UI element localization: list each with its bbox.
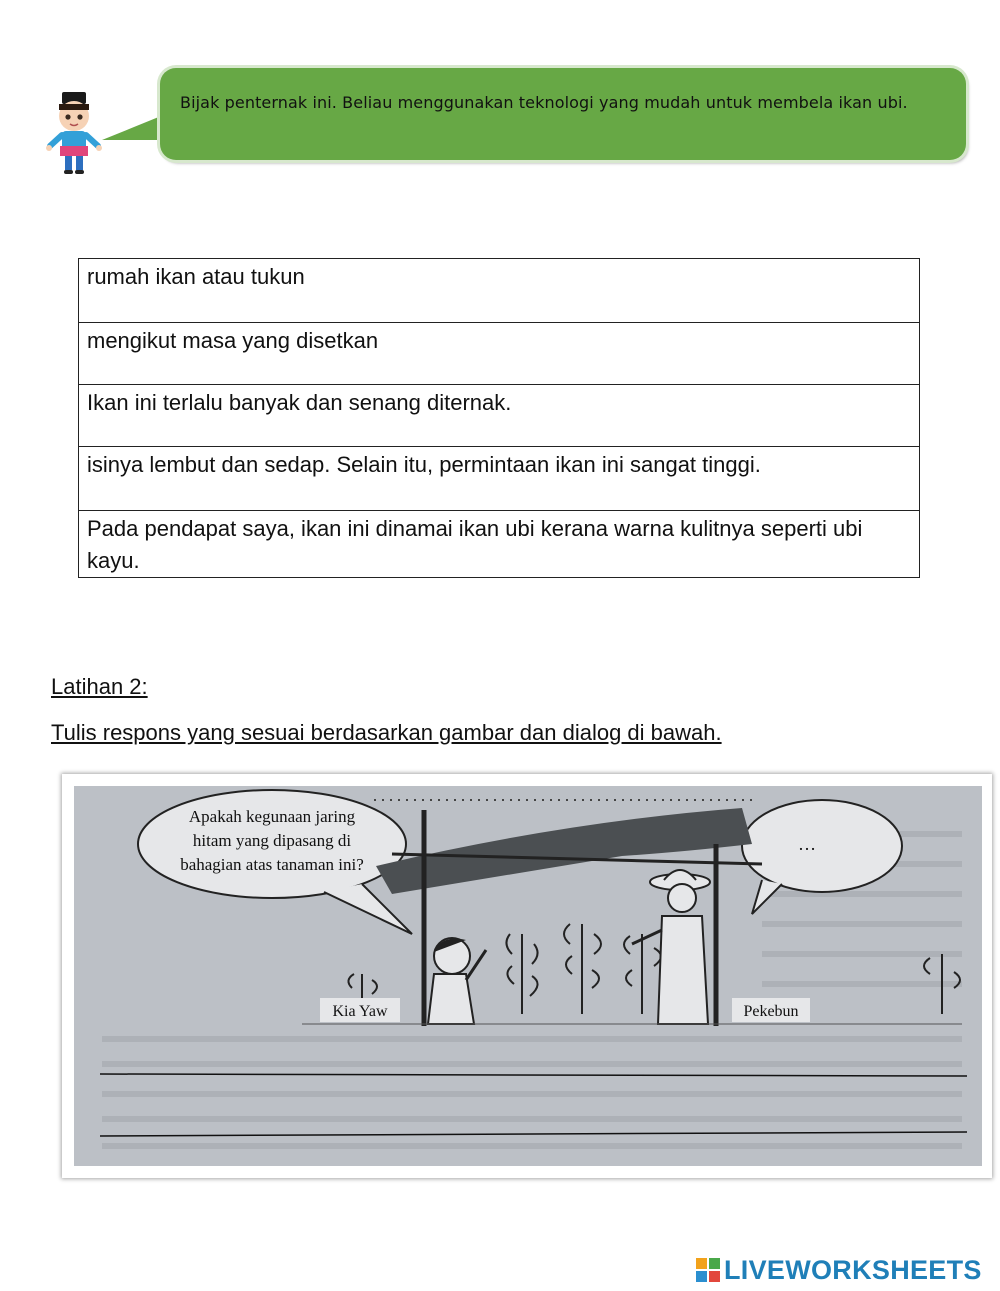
textbook-photo <box>62 774 992 1178</box>
textbook-illustration <box>62 774 992 1178</box>
answer-table <box>78 258 920 578</box>
question-line: Apakah kegunaan jaring <box>188 807 356 826</box>
reply-ellipsis: … <box>798 834 816 854</box>
speech-bubble-text: Bijak penternak ini. Beliau menggunakan teknologi yang mudah untuk membela ikan ubi. <box>180 93 908 112</box>
table-row <box>79 323 920 385</box>
table-row <box>79 511 920 578</box>
question-line: hitam yang dipasang di <box>192 831 352 850</box>
speech-bubble <box>160 68 966 160</box>
question-line: bahagian atas tanaman ini? <box>180 855 364 874</box>
answer-cell[interactable]: Pada pendapat saya, ikan ini dinamai ikan ubi kerana warna kulitnya seperti ubi kayu. <box>79 511 920 578</box>
logo-grid-icon <box>696 1258 720 1282</box>
label-kia-yaw: Kia Yaw <box>332 1003 388 1020</box>
answer-cell[interactable]: isinya lembut dan sedap. Selain itu, permintaan ikan ini sangat tinggi. <box>79 447 920 511</box>
table-row <box>79 259 920 323</box>
boy-character-icon <box>44 88 104 178</box>
exercise-instruction: Tulis respons yang sesuai berdasarkan gambar dan dialog di bawah. <box>51 720 722 745</box>
logo-text: LIVEWORKSHEETS <box>724 1254 982 1285</box>
table-row <box>79 447 920 511</box>
answer-cell[interactable]: rumah ikan atau tukun <box>79 259 920 323</box>
table-row <box>79 385 920 447</box>
liveworksheets-logo <box>696 1254 982 1286</box>
exercise-title: Latihan 2: <box>51 674 148 699</box>
label-pekebun: Pekebun <box>743 1003 799 1020</box>
answer-cell[interactable]: Ikan ini terlalu banyak dan senang diternak. <box>79 385 920 447</box>
answer-cell[interactable]: mengikut masa yang disetkan <box>79 323 920 385</box>
